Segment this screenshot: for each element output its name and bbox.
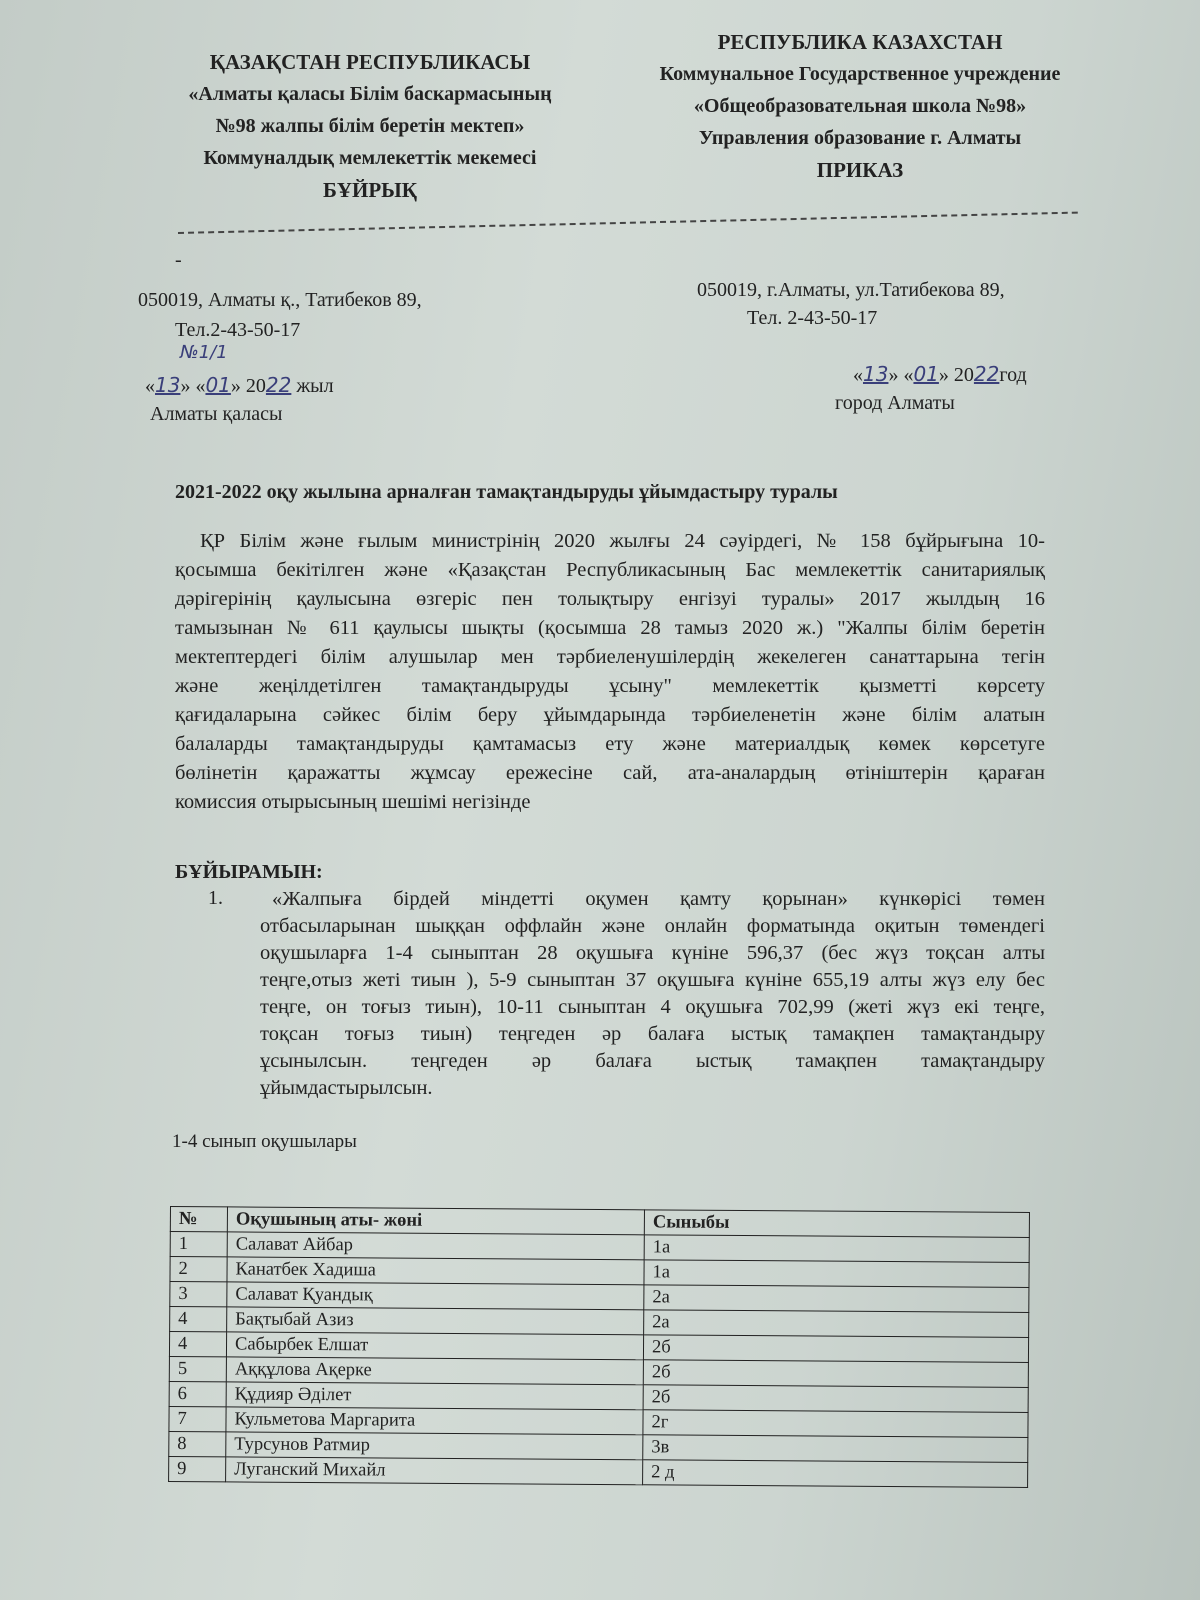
preamble-line: балаларды тамақтандыруды қамтамасыз ету және материалдық көмек көрсетуге — [175, 733, 1045, 755]
order-number-handwritten: №1/1 — [180, 342, 228, 363]
cell-number: 3 — [170, 1282, 227, 1307]
cell-number: 6 — [169, 1381, 226, 1406]
cell-name: Сабырбек Елшат — [226, 1332, 643, 1360]
cell-name: Луганский Михайл — [226, 1457, 643, 1485]
header-left-line: «Алматы қаласы Білім баскармасының — [188, 83, 552, 105]
cell-number: 2 — [170, 1257, 227, 1282]
table-caption: 1-4 сынып оқушылары — [172, 1131, 357, 1152]
cell-name: Кульметова Маргарита — [226, 1407, 643, 1435]
header-right-line: Управления образование г. Алматы — [698, 127, 1022, 149]
col-name: Оқушының аты- жөні — [227, 1207, 644, 1235]
cell-class: 2б — [643, 1360, 1028, 1388]
address-kz: 050019, Алматы қ., Татибеков 89, — [138, 289, 422, 311]
cell-class: 1а — [644, 1260, 1029, 1288]
item-number: 1. — [208, 887, 223, 909]
cell-number: 4 — [169, 1332, 226, 1357]
cell-number: 4 — [170, 1307, 227, 1332]
preamble-line: қосымша бекітілген және «Қазақстан Республикасының Бас мемлекеттік санитариялық — [175, 559, 1045, 581]
year-prefix: 20 — [245, 375, 266, 397]
year-prefix: 20 — [953, 364, 974, 386]
date-kz: «13» «01» 2022 жыл — [145, 373, 334, 397]
cell-class: 1а — [644, 1235, 1029, 1263]
preamble-line: комиссия отырысының шешімі негізінде — [175, 791, 531, 813]
item-line: теңге, он тоғыз тиын), 10-11 сыныптан 4 оқушыға 702,99 (жеті жүз екі теңге, — [260, 996, 1045, 1018]
item-line: оқушыларға 1-4 сыныптан 28 оқушыға күніне 596,37 (бес жүз тоқсан алты — [260, 942, 1045, 964]
document-title: 2021-2022 оқу жылына арналған тамақтандыруды ұйымдастыру туралы — [175, 481, 838, 503]
col-class: Сыныбы — [644, 1210, 1029, 1238]
doc-type-ru: ПРИКАЗ — [816, 158, 904, 182]
cell-class: 2а — [644, 1310, 1029, 1338]
cell-number: 9 — [169, 1456, 226, 1481]
date-day: 13 — [155, 373, 181, 397]
cell-name: Канатбек Хадиша — [227, 1257, 644, 1285]
cell-number: 1 — [170, 1232, 227, 1257]
phone-ru: Тел. 2-43-50-17 — [747, 307, 878, 329]
item-line: тоқсан тоғыз тиын) теңгеден әр балаға ыстық тамақпен тамақтандыру — [260, 1023, 1045, 1045]
date-month: 01 — [205, 373, 231, 397]
cell-name: Бақтыбай Азиз — [227, 1307, 644, 1335]
date-unit: год — [999, 364, 1027, 386]
preamble-line: қағидаларына сәйкес білім беру ұйымдарында тәрбиеленетін және білім алатын — [175, 704, 1045, 726]
doc-type-kz: БҰЙРЫҚ — [322, 178, 418, 202]
header-divider — [178, 212, 1078, 234]
header-left — [140, 52, 600, 212]
date-ru: «13» «01» 2022год — [853, 362, 1027, 386]
cell-number: 8 — [169, 1431, 226, 1456]
phone-kz: Тел.2-43-50-17 — [175, 319, 301, 341]
cell-class: 2г — [643, 1410, 1028, 1438]
cell-class: 2б — [643, 1385, 1028, 1413]
cell-name: Аққұлова Ақерке — [226, 1357, 643, 1385]
cell-class: 2 д — [643, 1460, 1028, 1488]
order-heading: БҰЙЫРАМЫН: — [175, 861, 323, 883]
cell-number: 5 — [169, 1356, 226, 1381]
cell-class: 2а — [644, 1285, 1029, 1313]
header-right — [600, 32, 1120, 192]
students-table — [168, 1206, 1030, 1488]
preamble-line: және жеңілдетілген тамақтандыруды ұсыну" мемлекеттік қызметті көрсету — [175, 675, 1045, 697]
header-right-line: Коммунальное Государственное учреждение — [659, 63, 1061, 85]
item-line: ұсынылсын. теңгеден әр балаға ыстық тамақпен тамақтандыру — [260, 1050, 1045, 1072]
preamble-line: мектептердегі білім алушылар мен тәрбиеленушілердің жекелеген санаттарына тегін — [175, 646, 1045, 668]
header-right-line: РЕСПУБЛИКА КАЗАХСТАН — [717, 30, 1003, 54]
preamble-line: ҚР Білім және ғылым министрінің 2020 жылғы 24 сәуірдегі, № 158 бұйрығына 10- — [200, 530, 1045, 552]
date-unit: жыл — [296, 375, 334, 397]
item-line: теңге,отыз жеті тиын ), 5-9 сыныптан 37 оқушыға күніне 655,19 алты жүз елу бес — [260, 969, 1045, 991]
table-row — [169, 1456, 1028, 1487]
cell-number: 7 — [169, 1406, 226, 1431]
year-suffix: 22 — [973, 362, 1000, 386]
header-right-line: «Общеобразовательная школа №98» — [693, 95, 1027, 117]
preamble-line: дәрігерінің қаулысына өзгеріс пен толықтыру енгізуі туралы» 2017 жылдың 16 — [175, 588, 1045, 610]
city-ru: город Алматы — [835, 392, 955, 414]
address-ru: 050019, г.Алматы, ул.Татибекова 89, — [697, 279, 1005, 301]
cell-name: Салават Қуандық — [227, 1282, 644, 1310]
header-left-line: ҚАЗАҚСТАН РЕСПУБЛИКАСЫ — [209, 50, 531, 74]
preamble-line: тамызынан № 611 қаулысы шықты (қосымша 28 тамыз 2020 ж.) "Жалпы білім беретін — [175, 617, 1045, 639]
header-left-line: №98 жалпы білім беретін мектеп» — [215, 115, 525, 137]
date-day: 13 — [863, 362, 889, 386]
preamble-line: бөлінетін қаражатты жұмсау ережесіне сай, ата-аналардың өтініштерін қараған — [175, 762, 1045, 784]
cell-class: 2б — [643, 1335, 1028, 1363]
year-suffix: 22 — [265, 373, 292, 397]
dash-mark: - — [175, 249, 182, 271]
date-month: 01 — [913, 362, 939, 386]
item-line: ұйымдастырылсын. — [260, 1077, 433, 1099]
header-left-line: Коммуналдық мемлекеттік мекемесі — [203, 147, 537, 169]
cell-name: Турсунов Ратмир — [226, 1432, 643, 1460]
cell-name: Салават Айбар — [227, 1232, 644, 1260]
cell-name: Құдияр Әділет — [226, 1382, 643, 1410]
cell-class: 3в — [643, 1435, 1028, 1463]
city-kz: Алматы қаласы — [150, 403, 283, 425]
col-number: № — [170, 1207, 227, 1232]
item-line: «Жалпыға бірдей міндетті оқумен қамту қорынан» күнкөрісі төмен — [272, 888, 1045, 910]
item-line: отбасыларынан шыққан оффлайн және онлайн форматында оқитын төмендегі — [260, 915, 1045, 937]
